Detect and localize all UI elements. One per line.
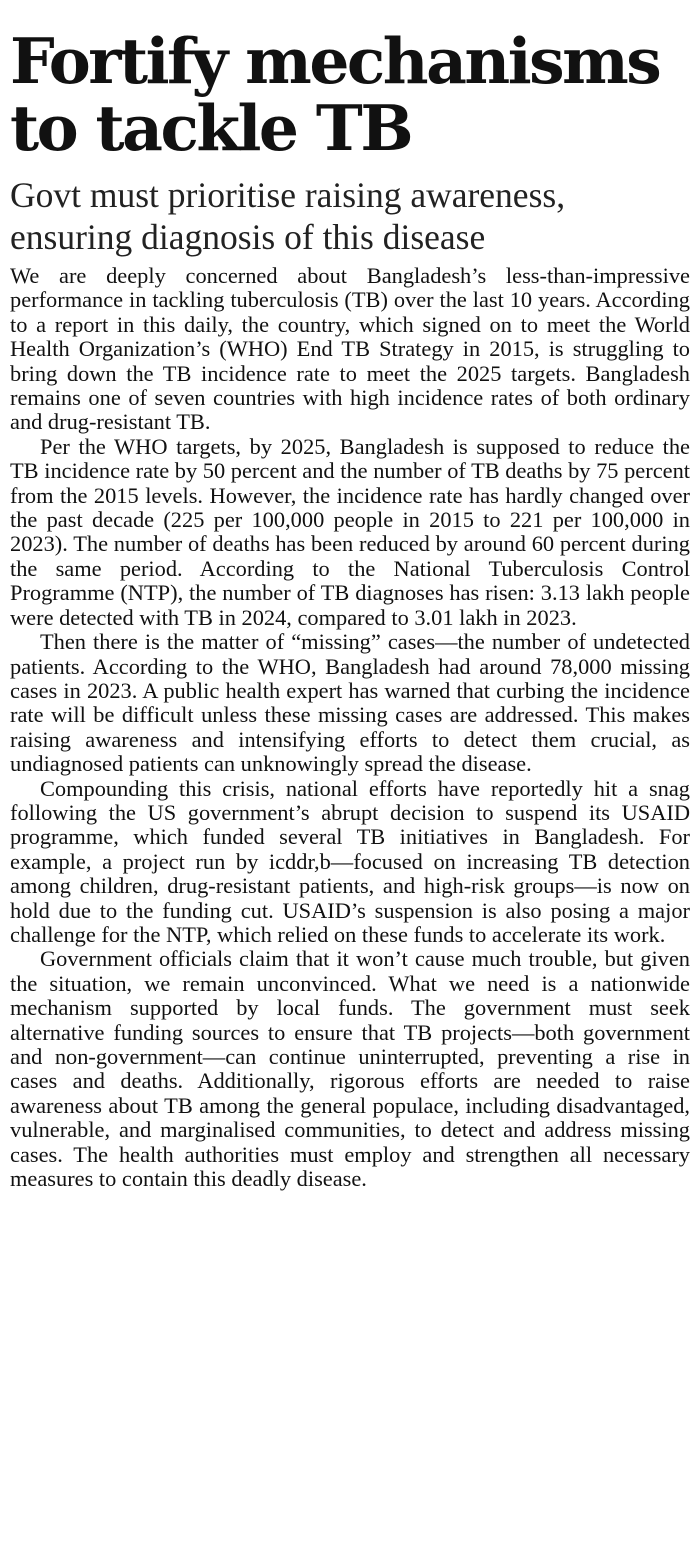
- headline: [10, 24, 690, 165]
- subheadline: [10, 174, 690, 258]
- body-paragraph: Compounding this crisis, national efforts have reportedly hit a snag following the US government’s abrupt decision to suspend its USAID programme, which funded several TB initiatives in Bangladesh. For example, a project run by icddr,b—focused on increasing TB detection among children, drug-resistant patients, and high-risk groups—is now on hold due to the funding cut. USAID’s suspension is also posing a major challenge for the NTP, which relied on these funds to accelerate its work.: [10, 775, 690, 947]
- editorial-article: [10, 24, 690, 1192]
- subheadline-line-1: Govt must prioritise raising awareness,: [10, 175, 566, 215]
- body-paragraph: Per the WHO targets, by 2025, Bangladesh is supposed to reduce the TB incidence rate by 50 percent and the number of TB deaths by 75 percent from the 2015 levels. However, the incidence rate has hardly changed over the past decade (225 per 100,000 people in 2015 to 221 per 100,000 in 2023). The number of deaths has been reduced by around 60 percent during the same period. According to the National Tuberculosis Control Programme (NTP), the number of TB diagnoses has risen: 3.13 lakh people were detected with TB in 2024, compared to 3.01 lakh in 2023.: [10, 433, 690, 630]
- body-paragraph: Government officials claim that it won’t cause much trouble, but given the situation, we remain unconvinced. What we need is a nationwide mechanism supported by local funds. The government must seek alternative funding sources to ensure that TB projects—both government and non-government—can continue uninterrupted, preventing a rise in cases and deaths. Additionally, rigorous efforts are needed to raise awareness about TB among the general populace, including disadvantaged, vulnerable, and marginalised communities, to detect and address missing cases. The health authorities must employ and strengthen all necessary measures to contain this deadly disease.: [10, 946, 690, 1192]
- subheadline-line-2: ensuring diagnosis of this disease: [10, 217, 486, 257]
- headline-line-1: Fortify mechanisms: [10, 24, 660, 98]
- body-paragraph: We are deeply concerned about Bangladesh’s less-than-impressive performance in tackling tuberculosis (TB) over the last 10 years. According to a report in this daily, the country, which signed on to meet the World Health Organization’s (WHO) End TB Strategy in 2015, is struggling to bring down the TB incidence rate to meet the 2025 targets. Bangladesh remains one of seven countries with high incidence rates of both ordinary and drug-resistant TB.: [10, 263, 690, 435]
- body-paragraph: Then there is the matter of “missing” cases—the number of undetected patients. According to the WHO, Bangladesh had around 78,000 missing cases in 2023. A public health expert has warned that curbing the incidence rate will be difficult unless these missing cases are addressed. This makes raising awareness and intensifying efforts to detect them crucial, as undiagnosed patients can unknowingly spread the disease.: [10, 629, 690, 777]
- headline-line-2: to tackle TB: [10, 91, 412, 165]
- article-body: [10, 264, 690, 1191]
